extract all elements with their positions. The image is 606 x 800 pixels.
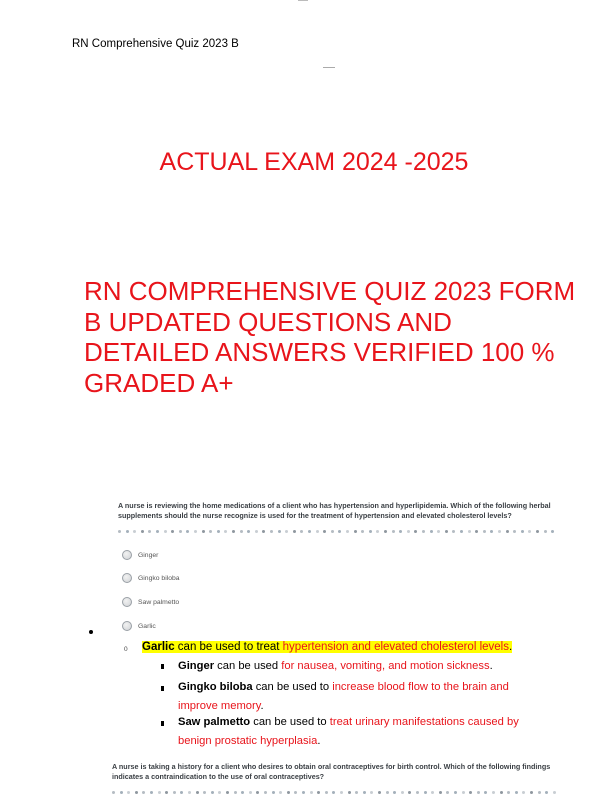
divider-dot [323, 530, 326, 533]
option-label: Gingko biloba [138, 574, 180, 582]
divider-dot [376, 530, 379, 533]
divider-dot [430, 530, 433, 533]
divider-dot [346, 530, 349, 533]
divider-dot [498, 530, 501, 533]
divider-dot [310, 791, 313, 794]
divider-dot [446, 791, 449, 794]
bullet-icon [89, 630, 93, 634]
divider-dot [188, 791, 191, 794]
divider-dot [500, 791, 503, 794]
divider-dot [401, 791, 404, 794]
divider-dot [354, 530, 357, 533]
divider-dot [490, 530, 493, 533]
divider-dot [439, 791, 442, 794]
divider-dot [408, 791, 411, 794]
divider-dot [416, 791, 419, 794]
option-gingko-biloba[interactable] [122, 571, 180, 585]
answer-herb: Garlic [142, 641, 175, 653]
divider-dot [180, 791, 183, 794]
radio-button[interactable] [122, 573, 132, 583]
divider-dot [186, 530, 189, 533]
divider-dot [468, 530, 471, 533]
rationale-herb: Saw palmetto [178, 716, 251, 728]
divider-dot [378, 791, 381, 794]
divider-dot [249, 791, 252, 794]
rationale-herb: Gingko biloba [178, 681, 253, 693]
divider-dot [393, 791, 396, 794]
option-ginger[interactable] [122, 548, 158, 562]
divider-dot [369, 530, 372, 533]
divider-dot [545, 791, 548, 794]
divider-dot [247, 530, 250, 533]
divider-dot [126, 530, 129, 533]
divider-dot [492, 791, 495, 794]
divider-dot [203, 791, 206, 794]
rationale-herb: Ginger [178, 660, 215, 672]
header-rule [323, 67, 335, 68]
rationale-use: for nausea, vomiting, and motion sickness [281, 660, 490, 672]
divider-dot [445, 530, 448, 533]
divider-dot [173, 791, 176, 794]
divider-dot [536, 530, 539, 533]
main-title: RN COMPREHENSIVE QUIZ 2023 FORM B UPDATED QUESTIONS AND DETAILED ANSWERS VERIFIED 100 % GRADED A+ [84, 276, 576, 398]
divider-dot [355, 791, 358, 794]
divider-dot [338, 530, 341, 533]
divider-dot [530, 791, 533, 794]
divider-dot [285, 530, 288, 533]
rationale-use: treat urinary manifestations caused by benign prostatic hyperplasia [178, 716, 519, 747]
divider-dot [454, 791, 457, 794]
divider-dot [308, 530, 311, 533]
divider-dot [386, 791, 389, 794]
divider-dot [462, 791, 465, 794]
answer-highlight [142, 641, 512, 653]
divider-dot [515, 791, 518, 794]
answer-end: . [508, 641, 513, 653]
divider-dot [234, 791, 237, 794]
answer-use: hypertension and elevated cholesterol levels [282, 641, 509, 653]
divider-dot [399, 530, 402, 533]
divider-dot [209, 530, 212, 533]
divider-dot [226, 791, 229, 794]
divider-dot [164, 530, 167, 533]
divider-dot [317, 791, 320, 794]
option-saw-palmetto[interactable] [122, 595, 179, 609]
divider-dot [224, 530, 227, 533]
rationale-saw-palmetto [178, 713, 548, 751]
divider-dot [262, 530, 265, 533]
divider-dot [384, 530, 387, 533]
question-1-text: A nurse is reviewing the home medications of a client who has hypertension and hyperlipidemia. Which of the following herbal supplements should the nurse recognize is used for the treatment of hypertension and elevated cholesterol levels? [118, 501, 551, 520]
divider-dot [407, 530, 410, 533]
divider-dot [469, 791, 472, 794]
divider-dot [340, 791, 343, 794]
rationale-mid: can be used [214, 660, 282, 672]
option-label: Saw palmetto [138, 598, 180, 606]
divider-dot [293, 530, 296, 533]
rationale-mid: can be used to [252, 681, 333, 693]
square-bullet-icon [161, 721, 164, 726]
divider-dot [133, 530, 136, 533]
divider-dot [158, 791, 161, 794]
divider-dot [477, 791, 480, 794]
divider-dot [521, 530, 524, 533]
divider-dot [217, 530, 220, 533]
page-header: RN Comprehensive Quiz 2023 B [72, 38, 239, 50]
divider-dot [331, 530, 334, 533]
divider-dot [202, 530, 205, 533]
divider-dot [300, 530, 303, 533]
radio-button[interactable] [122, 621, 132, 631]
divider-dot [127, 791, 130, 794]
divider-dot [528, 530, 531, 533]
divider-dot [363, 791, 366, 794]
square-bullet-icon [161, 686, 164, 691]
divider-dot [325, 791, 328, 794]
divider-dot [316, 530, 319, 533]
divider-dot [232, 530, 235, 533]
rationale-end: . [489, 660, 493, 672]
divider-dot [414, 530, 417, 533]
divider-dot [150, 791, 153, 794]
divider-dot [422, 530, 425, 533]
top-rule [298, 0, 308, 1]
divider-dot [156, 530, 159, 533]
divider-dot [112, 791, 115, 794]
option-label: Garlic [138, 622, 156, 630]
divider-dot [179, 530, 182, 533]
divider-dot [278, 530, 281, 533]
divider-dot [148, 530, 151, 533]
divider-dot [241, 791, 244, 794]
square-bullet-icon [161, 664, 164, 669]
divider-dot [507, 791, 510, 794]
rationale-ginger [178, 657, 548, 676]
divider-dot [302, 791, 305, 794]
divider-dot [240, 530, 243, 533]
divider-dot [538, 791, 541, 794]
divider-dot [332, 791, 335, 794]
rationale-end: . [260, 700, 264, 712]
divider-dot [460, 530, 463, 533]
rationale-gingko-biloba [178, 678, 548, 716]
divider-dot [431, 791, 434, 794]
divider-dot [279, 791, 282, 794]
divider-dot [361, 530, 364, 533]
divider-dot [437, 530, 440, 533]
divider-dot [135, 791, 138, 794]
divider-dot [424, 791, 427, 794]
option-label: Ginger [138, 551, 159, 559]
sub-bullet-icon: 0 [124, 646, 128, 653]
divider-dot [218, 791, 221, 794]
rationale-end: . [317, 735, 321, 747]
divider-dot [255, 530, 258, 533]
divider-dot [483, 530, 486, 533]
divider-dot [141, 530, 144, 533]
divider-dot [196, 791, 199, 794]
answer-line [142, 640, 512, 655]
divider-dot [551, 530, 554, 533]
answer-mid: can be used to treat [174, 641, 283, 653]
divider-dot [294, 791, 297, 794]
rationale-use: increase blood flow to the brain and improve memory [178, 681, 509, 712]
divider-dot [522, 791, 525, 794]
divider-dot [165, 791, 168, 794]
divider-dot [506, 530, 509, 533]
divider-dot [272, 791, 275, 794]
divider-dot [475, 530, 478, 533]
divider-dot [211, 791, 214, 794]
question-2-text: A nurse is taking a history for a client who desires to obtain oral contraceptives for birth control. Which of the following findings indicates a contraindication to the use of oral contraceptives? [112, 762, 551, 781]
divider-dot [171, 530, 174, 533]
divider-dot [120, 791, 123, 794]
rationale-mid: can be used to [250, 716, 330, 728]
divider-dot [544, 530, 547, 533]
exam-title: ACTUAL EXAM 2024 -2025 [159, 148, 469, 176]
divider-dot [370, 791, 373, 794]
divider-dot [256, 791, 259, 794]
divider-dot [452, 530, 455, 533]
divider-dot [118, 530, 121, 533]
divider-dot [392, 530, 395, 533]
divider-dot [142, 791, 145, 794]
radio-button[interactable] [122, 597, 132, 607]
radio-button[interactable] [122, 550, 132, 560]
divider-dot [553, 791, 556, 794]
divider-dot [287, 791, 290, 794]
divider-dot [270, 530, 273, 533]
divider-dot [513, 530, 516, 533]
divider-dot [484, 791, 487, 794]
divider-dot [264, 791, 267, 794]
divider-dot [348, 791, 351, 794]
option-garlic[interactable] [122, 619, 156, 633]
divider-dot [194, 530, 197, 533]
